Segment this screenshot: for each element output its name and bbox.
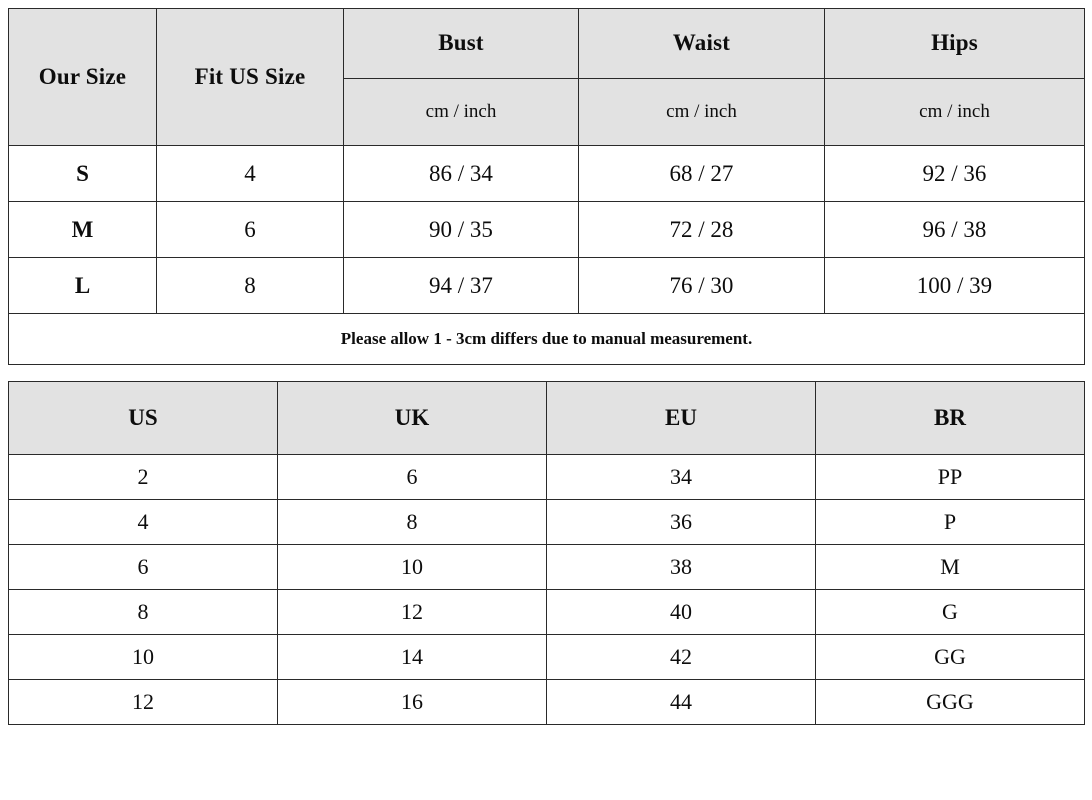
table-row (9, 590, 1085, 635)
cell-uk: 6 (278, 455, 547, 500)
table-row (9, 500, 1085, 545)
cell-eu: 36 (547, 500, 816, 545)
cell-fit-us-size: 6 (157, 202, 344, 258)
header-our-size: Our Size (9, 9, 157, 146)
header-eu: EU (547, 382, 816, 455)
cell-br: M (816, 545, 1085, 590)
cell-eu: 42 (547, 635, 816, 680)
table-row (9, 455, 1085, 500)
cell-waist: 68 / 27 (579, 146, 825, 202)
header-hips-unit: cm / inch (825, 78, 1085, 146)
cell-br: GGG (816, 680, 1085, 725)
cell-br: PP (816, 455, 1085, 500)
cell-uk: 14 (278, 635, 547, 680)
cell-our-size: M (9, 202, 157, 258)
cell-us: 10 (9, 635, 278, 680)
cell-eu: 40 (547, 590, 816, 635)
cell-waist: 72 / 28 (579, 202, 825, 258)
cell-us: 12 (9, 680, 278, 725)
cell-eu: 44 (547, 680, 816, 725)
cell-eu: 34 (547, 455, 816, 500)
size-conversion-table (8, 381, 1085, 725)
table-row (9, 202, 1085, 258)
cell-uk: 10 (278, 545, 547, 590)
header-bust-unit: cm / inch (344, 78, 579, 146)
size-table-header-row-1 (9, 9, 1085, 79)
cell-br: GG (816, 635, 1085, 680)
header-br: BR (816, 382, 1085, 455)
cell-uk: 12 (278, 590, 547, 635)
cell-fit-us-size: 8 (157, 258, 344, 314)
size-measurement-table (8, 8, 1085, 365)
cell-hips: 92 / 36 (825, 146, 1085, 202)
cell-bust: 94 / 37 (344, 258, 579, 314)
cell-uk: 16 (278, 680, 547, 725)
cell-our-size: S (9, 146, 157, 202)
header-fit-us-size: Fit US Size (157, 9, 344, 146)
header-bust: Bust (344, 9, 579, 79)
cell-us: 6 (9, 545, 278, 590)
header-waist: Waist (579, 9, 825, 79)
table-row (9, 146, 1085, 202)
header-us: US (9, 382, 278, 455)
header-uk: UK (278, 382, 547, 455)
cell-bust: 90 / 35 (344, 202, 579, 258)
cell-hips: 100 / 39 (825, 258, 1085, 314)
table-row (9, 680, 1085, 725)
cell-hips: 96 / 38 (825, 202, 1085, 258)
header-hips: Hips (825, 9, 1085, 79)
measurement-note: Please allow 1 - 3cm differs due to manual measurement. (9, 314, 1085, 365)
cell-bust: 86 / 34 (344, 146, 579, 202)
cell-br: G (816, 590, 1085, 635)
cell-us: 8 (9, 590, 278, 635)
cell-waist: 76 / 30 (579, 258, 825, 314)
size-table-note-row (9, 314, 1085, 365)
conversion-header-row (9, 382, 1085, 455)
cell-us: 4 (9, 500, 278, 545)
table-row (9, 545, 1085, 590)
cell-uk: 8 (278, 500, 547, 545)
table-row (9, 635, 1085, 680)
header-waist-unit: cm / inch (579, 78, 825, 146)
cell-br: P (816, 500, 1085, 545)
cell-us: 2 (9, 455, 278, 500)
cell-fit-us-size: 4 (157, 146, 344, 202)
cell-our-size: L (9, 258, 157, 314)
cell-eu: 38 (547, 545, 816, 590)
table-row (9, 258, 1085, 314)
